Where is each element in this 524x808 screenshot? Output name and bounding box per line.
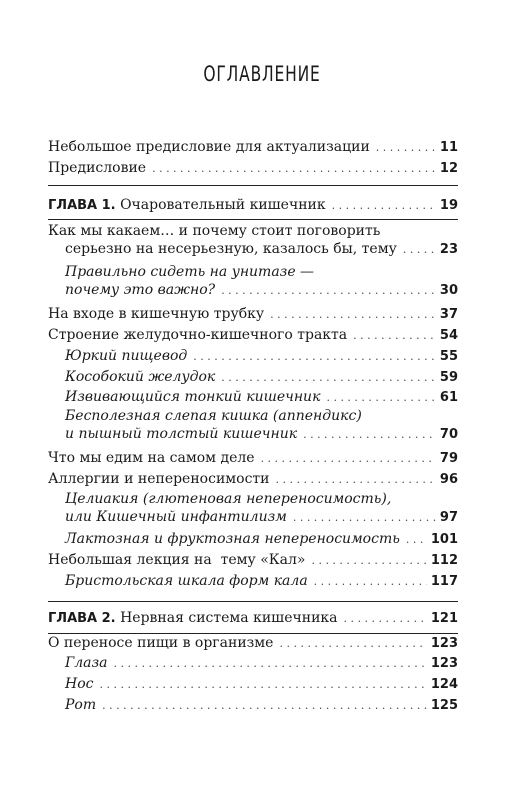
toc-entry-page: 101 [430, 532, 458, 547]
toc-entry-title: почему это важно? [65, 282, 216, 298]
divider [48, 601, 458, 602]
leader-dots [353, 327, 436, 345]
leader-dots [279, 635, 426, 653]
chapter-label: ГЛАВА 1. [48, 198, 116, 213]
toc-entry [65, 654, 458, 673]
leader-dots [332, 197, 436, 215]
leader-dots [221, 369, 436, 387]
toc-entry [65, 263, 458, 300]
toc-entry [65, 490, 458, 527]
toc-entry-title: О переносе пищи в организме [48, 635, 274, 651]
toc-entry-page: 12 [439, 161, 458, 176]
toc-chapter [48, 609, 458, 628]
toc-entry-page: 59 [439, 370, 458, 385]
toc-entry-title: Рот [65, 697, 97, 713]
toc-entry-page: 55 [439, 349, 458, 364]
toc-entry-title: Бристольская шкала форм кала [65, 573, 308, 589]
leader-dots [102, 697, 427, 715]
toc-entry [48, 470, 458, 489]
toc-entry [48, 138, 458, 157]
toc-entry-page: 97 [439, 510, 458, 525]
toc-entry-page: 96 [439, 472, 458, 487]
toc-entry-title: или Кишечный инфантилизм [65, 509, 287, 525]
toc-entry [65, 407, 458, 444]
chapter-label: ГЛАВА 2. [48, 611, 116, 626]
toc-entry [48, 305, 458, 324]
leader-dots [276, 471, 436, 489]
leader-dots [293, 509, 436, 527]
toc-entry-title: Глаза [65, 655, 108, 671]
toc-entry-page: 61 [439, 390, 458, 405]
toc-entry-title: Предисловие [48, 160, 147, 176]
toc-entry [48, 222, 458, 259]
toc-entry [48, 326, 458, 345]
toc-entry-title: серьезно на несерьезную, казалось бы, тему [65, 241, 397, 257]
toc-entry [48, 634, 458, 653]
toc-entry-page: 54 [439, 328, 458, 343]
toc-entry [48, 159, 458, 178]
leader-dots [314, 573, 427, 591]
toc-entry-title: Что мы едим на самом деле [48, 450, 255, 466]
toc-entry [48, 551, 458, 570]
toc-entry-page: 123 [430, 656, 458, 671]
divider [48, 185, 458, 186]
toc-entry-title: Лактозная и фруктозная непереносимость [65, 531, 400, 547]
toc-entry-page: 30 [439, 283, 458, 298]
toc-entry-page: 23 [439, 242, 458, 257]
toc-entry-title: Аллергии и непереносимости [48, 471, 270, 487]
toc-entry-page: 117 [430, 574, 458, 589]
leader-dots [403, 241, 436, 259]
toc-entry-page: 79 [439, 451, 458, 466]
toc-entry [65, 388, 458, 407]
toc-entry-title: Извивающийся тонкий кишечник [65, 389, 321, 405]
toc-entry-title-line: Как мы какаем… и почему стоит поговорить [48, 223, 381, 239]
leader-dots [261, 450, 436, 468]
toc-entry-title: Нервная система кишечника [120, 610, 338, 626]
toc-entry-title-line: Бесполезная слепая кишка (аппендикс) [65, 408, 362, 424]
toc-entry-title: Строение желудочно-кишечного тракта [48, 327, 348, 343]
toc-entry [65, 572, 458, 591]
leader-dots [344, 610, 427, 628]
leader-dots [376, 139, 436, 157]
toc-entry-title: Небольшое предисловие для актуализации [48, 139, 370, 155]
toc-entry-page: 70 [439, 427, 458, 442]
toc-entry-page: 125 [430, 698, 458, 713]
leader-dots [152, 160, 436, 178]
toc-entry-title: Нос [65, 676, 94, 692]
toc-entry [65, 347, 458, 366]
toc-chapter [48, 196, 458, 215]
leader-dots [311, 552, 426, 570]
toc-entry [65, 696, 458, 715]
toc-entry-title: и пышный толстый кишечник [65, 426, 298, 442]
leader-dots [303, 426, 436, 444]
leader-dots [99, 676, 426, 694]
toc-entry-page: 112 [430, 553, 458, 568]
leader-dots [270, 306, 436, 324]
toc-entry-page: 11 [439, 140, 458, 155]
toc-entry-page: 123 [430, 636, 458, 651]
toc-entry-title: Небольшая лекция на тему «Кал» [48, 552, 306, 568]
toc-entry-title-line: Правильно сидеть на унитазе — [65, 264, 315, 280]
toc-entry-page: 37 [439, 307, 458, 322]
toc-entry-title: Юркий пищевод [65, 348, 188, 364]
toc-entry [65, 530, 458, 549]
leader-dots [221, 282, 436, 300]
toc-entry [65, 675, 458, 694]
leader-dots [406, 531, 427, 549]
leader-dots [326, 389, 435, 407]
toc-entry-page: 121 [430, 611, 458, 626]
toc-entry-title: Кособокий желудок [65, 369, 216, 385]
toc-entry-title: Очаровательный кишечник [120, 197, 326, 213]
leader-dots [114, 655, 427, 673]
divider [48, 219, 458, 220]
toc-entry [48, 449, 458, 468]
leader-dots [193, 348, 436, 366]
toc-entry-title-line: Целиакия (глютеновая непереносимость), [65, 491, 392, 507]
page-title: ОГЛАВЛЕНИЕ [203, 62, 321, 86]
toc-entry-title: На входе в кишечную трубку [48, 306, 265, 322]
toc-entry [65, 368, 458, 387]
toc-entry-page: 124 [430, 677, 458, 692]
toc-entry-page: 19 [439, 198, 458, 213]
